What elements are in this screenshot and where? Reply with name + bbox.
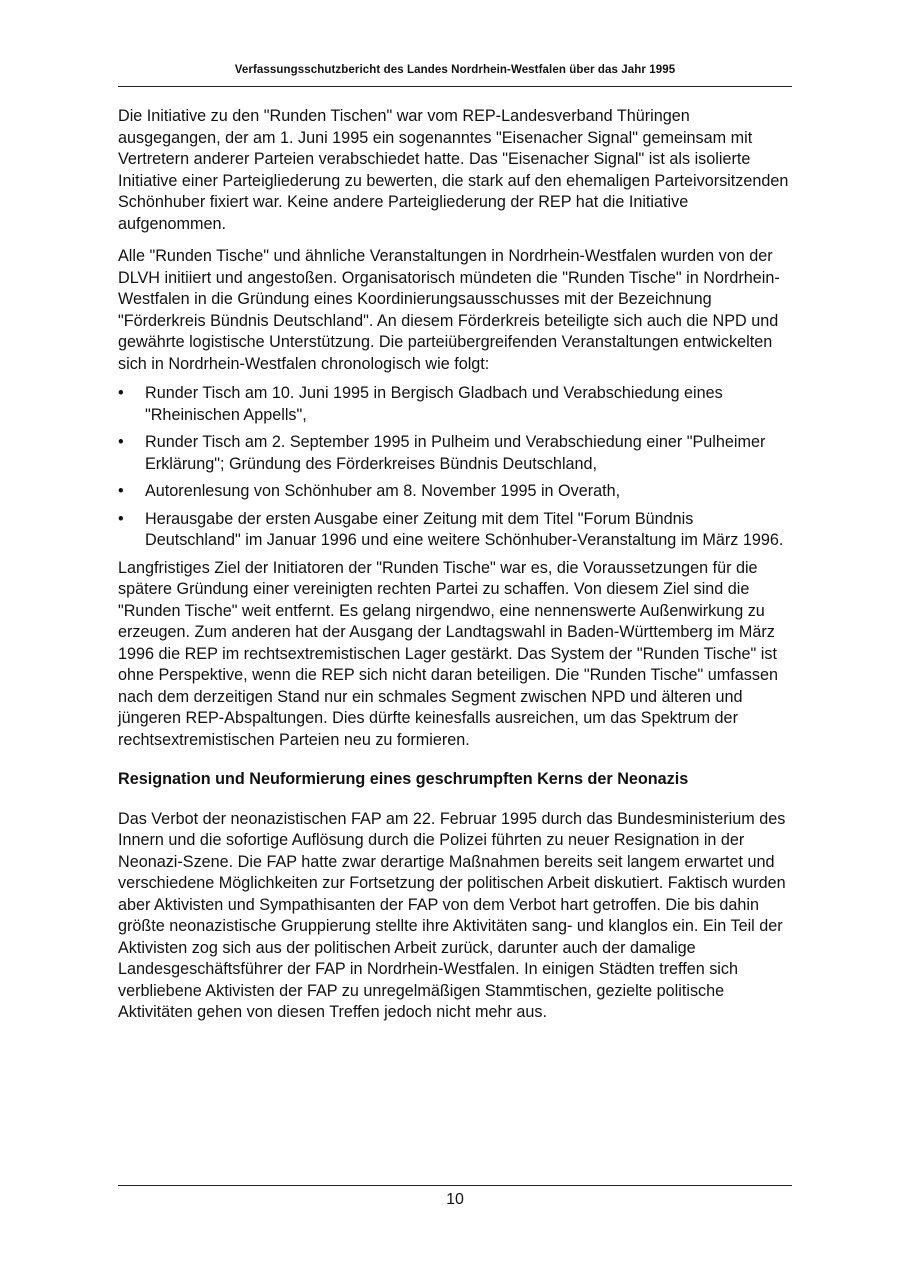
bullet-icon: • [118, 482, 124, 500]
paragraph-runde-tische-initiative: Die Initiative zu den "Runden Tischen" war vom REP-Landesverband Thüringen ausgegangen, der am 1. Juni 1995 ein sogenanntes "Eisenacher Signal" gemeinsam mit Vertretern anderer Parteien verabschiedet hatte. Das "Eisenacher Signal" ist als isolierte Initiative einer Parteigliederung zu bewerten, die stark auf den ehemaligen Parteivorsitzenden Schönhuber fixiert war. Keine andere Parteigliederung der REP hat die Initiative aufgenommen. [118, 107, 789, 233]
list-item [118, 481, 792, 503]
list-item [118, 432, 792, 475]
list-item-text: Herausgabe der ersten Ausgabe einer Zeitung mit dem Titel "Forum Bündnis Deutschland" im Januar 1996 und eine weitere Schönhuber-Veranstaltung im März 1996. [145, 509, 784, 549]
list-item [118, 509, 792, 552]
footer-divider [118, 1185, 792, 1186]
header-divider [118, 86, 792, 87]
paragraph-fap-verbot: Das Verbot der neonazistischen FAP am 22. Februar 1995 durch das Bundesministerium des Innern und die sofortige Auflösung durch die Polizei führten zu neuer Resignation in der Neonazi-Szene. Die FAP hatte zwar derartige Maßnahmen bereits seit langem erwartet und verschiedene Möglichkeiten zur Fortsetzung der politischen Arbeit diskutiert. Faktisch wurden aber Aktivisten und Sympathisanten der FAP von dem Verbot hart getroffen. Die bis dahin größte neonazistische Gruppierung stellte ihre Aktivitäten sang- und klanglos ein. Ein Teil der Aktivisten zog sich aus der politischen Arbeit zurück, darunter auch der damalige Landesgeschäftsführer der FAP in Nordrhein-Westfalen. In einigen Städten treffen sich verbliebene Aktivisten der FAP zu unregelmäßigen Stammtischen, gezielte politische Aktivitäten gehen von diesen Treffen jedoch nicht mehr aus. [118, 809, 786, 1021]
page-body [118, 106, 792, 1035]
page-number: 10 [446, 1191, 464, 1208]
paragraph-nrw-veranstaltungen: Alle "Runden Tische" und ähnliche Veranstaltungen in Nordrhein-Westfalen wurden von der DLVH initiiert und angestoßen. Organisatorisch mündeten die "Runden Tische" in Nordrhein-Westfalen in die Gründung eines Koordinierungsausschusses mit der Bezeichnung "Förderkreis Bündnis Deutschland". An diesem Förderkreis beteiligte sich auch die NPD und gewährte logistische Unterstützung. Die parteiübergreifenden Veranstaltungen entwickelten sich in Nordrhein-Westfalen chronologisch wie folgt: [118, 247, 780, 373]
list-item-text: Runder Tisch am 2. September 1995 in Pulheim und Verabschiedung einer "Pulheimer Erklärung"; Gründung des Förderkreises Bündnis Deutschland, [145, 433, 766, 473]
section-heading: Resignation und Neuformierung eines geschrumpften Kerns der Neonazis [118, 770, 689, 788]
bullet-icon: • [118, 384, 124, 402]
chronology-list [118, 383, 792, 552]
page-header-title: Verfassungsschutzbericht des Landes Nordrhein-Westfalen über das Jahr 1995 [234, 64, 676, 76]
bullet-icon: • [118, 509, 124, 528]
list-item-text: Runder Tisch am 10. Juni 1995 in Bergisch Gladbach und Verabschiedung eines "Rheinischen Appells", [145, 384, 723, 424]
paragraph-langfristiges-ziel: Langfristiges Ziel der Initiatoren der "Runden Tische" war es, die Voraussetzungen für die spätere Gründung einer vereinigten rechten Partei zu schaffen. Von diesem Ziel sind die "Runden Tische" weit entfernt. Es gelang nirgendwo, eine nennenswerte Außenwirkung zu erzeugen. Zum anderen hat der Ausgang der Landtagswahl in Baden-Württemberg im März 1996 die REP im rechtsextremistischen Lager gestärkt. Das System der "Runden Tische" ist ohne Perspektive, wenn die REP sich nicht daran beteiligen. Die "Runden Tische" umfassen nach dem derzeitigen Stand nur ein schmales Segment zwischen NPD und älteren und jüngeren REP-Abspaltungen. Dies dürfte keinesfalls ausreichen, um das Spektrum der rechtsextremistischen Parteien neu zu formieren. [118, 558, 778, 749]
list-item [118, 383, 792, 426]
bullet-icon: • [118, 433, 124, 451]
list-item-text: Autorenlesung von Schönhuber am 8. November 1995 in Overath, [145, 482, 621, 500]
